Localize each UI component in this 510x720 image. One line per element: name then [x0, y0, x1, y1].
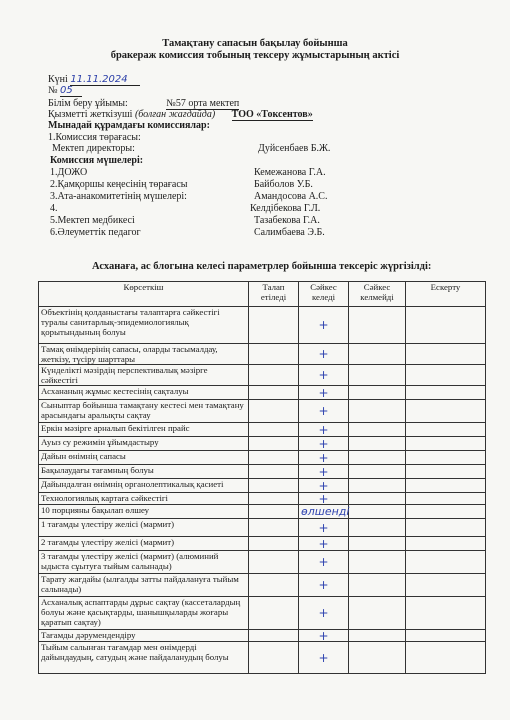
noncompliant-cell	[349, 630, 406, 642]
required-cell	[249, 465, 299, 479]
note-cell	[406, 537, 486, 551]
note-cell	[406, 505, 486, 519]
noncompliant-cell	[349, 400, 406, 423]
compliant-mark: +	[299, 307, 349, 344]
table-row	[39, 630, 486, 642]
note-cell	[406, 465, 486, 479]
col-compliant: Сәйкес келеді	[299, 282, 349, 307]
composition-heading: Мынадай құрамдағы комиссиялар:	[48, 120, 210, 131]
indicator-cell: Бақылаудағы тағамның болуы	[39, 465, 249, 479]
compliant-mark: +	[299, 642, 349, 674]
col-note: Ескерту	[406, 282, 486, 307]
director-name: Дуйсенбаев Б.Ж.	[258, 143, 331, 154]
indicator-cell: 1 тағамды үлестіру желісі (мармит)	[39, 519, 249, 537]
table-row	[39, 519, 486, 537]
doc-title-line1: Тамақтану сапасын бақылау бойынша	[162, 38, 348, 49]
table-row	[39, 400, 486, 423]
noncompliant-cell	[349, 479, 406, 493]
indicator-cell: Сыныптар бойынша тамақтану кестесі мен тамақтану арасындағы аралықты сақтау	[39, 400, 249, 423]
required-cell	[249, 307, 299, 344]
member-name: Амандосова А.С.	[254, 191, 328, 202]
doc-title-line2: бракераж комиссия тобының тексеру жұмыстарының актісі	[110, 50, 400, 61]
table-row	[39, 479, 486, 493]
table-row	[39, 493, 486, 505]
number-value: 05	[60, 85, 82, 97]
indicator-cell: Асхананың жұмыс кестесінің сақталуы	[39, 386, 249, 400]
member-name: Келдібекова Г.Л.	[250, 203, 321, 214]
note-cell	[406, 479, 486, 493]
note-cell	[406, 437, 486, 451]
table-row	[39, 386, 486, 400]
col-required: Талап етіледі	[249, 282, 299, 307]
required-cell	[249, 451, 299, 465]
number-label: №	[48, 85, 58, 96]
indicator-cell: 3 тағамды үлестіру желісі (мармит) (алюминий ыдыста сұытуға тыйым салынады)	[39, 551, 249, 574]
section-title: Асханаға, ас блогына келесі параметрлер бойынша тексеріс жүргізілді:	[92, 261, 432, 272]
indicator-cell: Тыйым салынған тағамдар мен өнімдерді дайындаудың, сатудың және пайдаланудың болуы	[39, 642, 249, 674]
required-cell	[249, 505, 299, 519]
note-cell	[406, 365, 486, 386]
table-header-row	[39, 282, 486, 307]
note-cell	[406, 630, 486, 642]
note-cell	[406, 451, 486, 465]
noncompliant-cell	[349, 493, 406, 505]
note-cell	[406, 551, 486, 574]
col-indicator: Көрсеткіш	[39, 282, 249, 307]
table-row	[39, 551, 486, 574]
note-cell	[406, 423, 486, 437]
noncompliant-cell	[349, 574, 406, 597]
noncompliant-cell	[349, 365, 406, 386]
noncompliant-cell	[349, 307, 406, 344]
compliant-mark: өлшенді	[299, 505, 349, 519]
school-label: Білім беру ұйымы:	[48, 98, 128, 109]
table-row	[39, 451, 486, 465]
supplier-label: Қызметті жеткізуші	[48, 109, 133, 120]
table-row	[39, 423, 486, 437]
table-row	[39, 365, 486, 386]
member-role: 3.Ата-анакомитетінің мүшелері:	[50, 191, 187, 202]
required-cell	[249, 519, 299, 537]
supplier-value: ТОО «Токсентов»	[231, 109, 313, 120]
director-label: Мектеп директоры:	[52, 143, 135, 154]
note-cell	[406, 386, 486, 400]
indicator-cell: 2 тағамды үлестіру желісі (мармит)	[39, 537, 249, 551]
col-noncompliant: Сәйкес келмейді	[349, 282, 406, 307]
indicator-cell: Күнделікті мәзірдің перспективалық мәзірге сәйкестігі	[39, 365, 249, 386]
table-row	[39, 642, 486, 674]
required-cell	[249, 479, 299, 493]
indicator-cell: Ауыз су режимін ұйымдастыру	[39, 437, 249, 451]
compliant-mark: +	[299, 400, 349, 423]
chair-label: 1.Комиссия төрағасы:	[48, 132, 141, 143]
note-cell	[406, 400, 486, 423]
noncompliant-cell	[349, 451, 406, 465]
members-heading: Комиссия мүшелері:	[50, 155, 144, 166]
compliant-mark: +	[299, 465, 349, 479]
noncompliant-cell	[349, 642, 406, 674]
indicator-cell: Дайын өнімнің сапасы	[39, 451, 249, 465]
indicator-cell: Тамақ өнімдерінің сапасы, оларды тасымалдау, жеткізу, түсіру шарттары	[39, 344, 249, 365]
noncompliant-cell	[349, 344, 406, 365]
compliant-mark: +	[299, 493, 349, 505]
noncompliant-cell	[349, 386, 406, 400]
indicator-cell: Тағамды дәрумендендіру	[39, 630, 249, 642]
member-role: 4.	[50, 203, 58, 214]
date-value: 11.11.2024	[70, 74, 140, 86]
compliant-mark: +	[299, 437, 349, 451]
member-role: 5.Мектеп медбикесі	[50, 215, 135, 226]
note-cell	[406, 597, 486, 630]
date-label: Күні	[48, 74, 68, 85]
indicator-cell: Объектінің қолданыстағы талаптарға сәйкестігі туралы санитарлық-эпидемиологиялық қорытындының болуы	[39, 307, 249, 344]
table-row	[39, 597, 486, 630]
note-cell	[406, 307, 486, 344]
indicator-cell: Технологиялық картаға сәйкестігі	[39, 493, 249, 505]
indicator-cell: Тарату жағдайы (ылғалды затты пайдалануға тыйым салынады)	[39, 574, 249, 597]
noncompliant-cell	[349, 537, 406, 551]
required-cell	[249, 597, 299, 630]
compliant-mark: +	[299, 537, 349, 551]
table-row	[39, 505, 486, 519]
compliant-mark: +	[299, 451, 349, 465]
compliant-mark: +	[299, 597, 349, 630]
member-role: 2.Қамқоршы кеңесінің төрағасы	[50, 179, 188, 190]
table-row	[39, 537, 486, 551]
indicator-cell: 10 порцияны бақылап өлшеу	[39, 505, 249, 519]
compliant-mark: +	[299, 386, 349, 400]
required-cell	[249, 400, 299, 423]
compliant-mark: +	[299, 551, 349, 574]
compliant-mark: +	[299, 519, 349, 537]
noncompliant-cell	[349, 519, 406, 537]
compliant-mark: +	[299, 630, 349, 642]
required-cell	[249, 630, 299, 642]
required-cell	[249, 423, 299, 437]
table-row	[39, 344, 486, 365]
table-row	[39, 437, 486, 451]
required-cell	[249, 437, 299, 451]
inspection-table	[38, 281, 486, 674]
required-cell	[249, 365, 299, 386]
member-role: 6.Әлеуметтік педагог	[50, 227, 141, 238]
indicator-cell: Дайындалған өнімнің органолептикалық қасиеті	[39, 479, 249, 493]
noncompliant-cell	[349, 465, 406, 479]
supplier-note: (болған жағдайда)	[134, 109, 216, 120]
note-cell	[406, 519, 486, 537]
member-name: Тазабекова Г.А.	[254, 215, 320, 226]
indicator-cell: Еркін мәзірге арналып бекітілген прайс	[39, 423, 249, 437]
member-name: Салимбаева Э.Б.	[254, 227, 325, 238]
note-cell	[406, 344, 486, 365]
compliant-mark: +	[299, 574, 349, 597]
note-cell	[406, 574, 486, 597]
school-value: №57 орта мектеп	[166, 98, 240, 109]
noncompliant-cell	[349, 437, 406, 451]
required-cell	[249, 386, 299, 400]
indicator-cell: Асханалық аспаптарды дұрыс сақтау (кассеталардың болуы және қасықтарды, шанышқыларды жоғары қаратып сақтау)	[39, 597, 249, 630]
required-cell	[249, 537, 299, 551]
required-cell	[249, 344, 299, 365]
noncompliant-cell	[349, 505, 406, 519]
required-cell	[249, 574, 299, 597]
table-row	[39, 574, 486, 597]
table-row	[39, 465, 486, 479]
note-cell	[406, 642, 486, 674]
compliant-mark: +	[299, 479, 349, 493]
compliant-mark: +	[299, 423, 349, 437]
required-cell	[249, 642, 299, 674]
noncompliant-cell	[349, 597, 406, 630]
required-cell	[249, 493, 299, 505]
member-name: Байболов У.Б.	[254, 179, 313, 190]
member-name: Кемежанова Г.А.	[254, 167, 326, 178]
compliant-mark: +	[299, 365, 349, 386]
table-row	[39, 307, 486, 344]
number-row	[48, 85, 82, 97]
required-cell	[249, 551, 299, 574]
member-role: 1.ДОЖО	[50, 167, 88, 178]
note-cell	[406, 493, 486, 505]
noncompliant-cell	[349, 551, 406, 574]
compliant-mark: +	[299, 344, 349, 365]
noncompliant-cell	[349, 423, 406, 437]
